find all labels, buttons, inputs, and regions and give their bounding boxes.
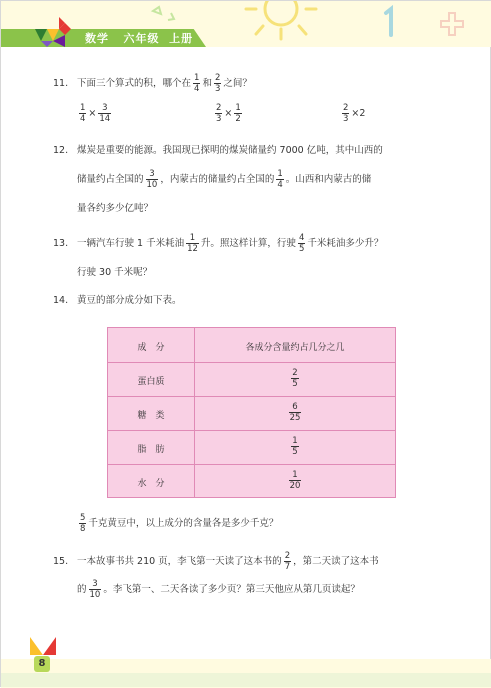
denominator: 5 xyxy=(292,447,298,457)
fraction xyxy=(193,73,200,94)
question-15 xyxy=(53,551,379,572)
question-text: 行驶 30 千米呢？ xyxy=(77,267,153,278)
header-grade: 六年级 xyxy=(123,32,160,45)
times-sign: × xyxy=(88,108,97,119)
question-number: 15. xyxy=(53,556,69,567)
denominator: 8 xyxy=(80,524,86,534)
q14-followup xyxy=(77,513,278,534)
fraction xyxy=(79,513,86,534)
question-text: ，第二天读了这本书 xyxy=(293,556,379,567)
question-text: 一辆汽车行驶 1 千米耗油 xyxy=(77,238,185,249)
fraction xyxy=(215,103,222,124)
fraction xyxy=(342,103,349,124)
denominator: 5 xyxy=(298,244,305,254)
fraction xyxy=(291,368,298,389)
question-13 xyxy=(53,233,383,254)
q11-option-3 xyxy=(340,103,365,124)
header-volume: 上册 xyxy=(169,32,194,45)
numerator: 2 xyxy=(292,368,298,378)
numerator: 3 xyxy=(92,579,98,589)
fraction xyxy=(79,103,86,124)
component-name: 糖 类 xyxy=(137,411,165,421)
numerator: 6 xyxy=(292,402,298,412)
denominator: 5 xyxy=(292,379,298,389)
question-text: 的 xyxy=(77,584,87,595)
q11-option-2 xyxy=(213,103,244,124)
numerator: 1 xyxy=(277,169,283,179)
numerator: 2 xyxy=(214,73,221,83)
composition-table xyxy=(107,327,396,498)
component-name: 水 分 xyxy=(137,479,165,489)
fraction xyxy=(98,103,111,124)
denominator: 12 xyxy=(187,244,198,254)
question-number: 13. xyxy=(53,238,69,249)
tangram-logo xyxy=(35,17,75,47)
numerator: 1 xyxy=(292,470,298,480)
fraction xyxy=(298,233,305,254)
q12-line-2 xyxy=(77,169,371,190)
question-number: 12. xyxy=(53,145,69,156)
numerator: 1 xyxy=(189,233,196,243)
table-header-fraction: 各成分含量约占几分之几 xyxy=(245,343,345,353)
denominator: 2 xyxy=(235,114,241,124)
numerator: 2 xyxy=(343,103,349,113)
numerator: 1 xyxy=(235,103,241,113)
q13-line-2 xyxy=(77,264,152,278)
question-text: 下面三个算式的积，哪个在 xyxy=(77,78,192,89)
numerator: 4 xyxy=(298,233,305,243)
question-text: 。李飞第一、二天各读了多少页？第三天他应从第几页读起？ xyxy=(103,584,360,595)
denominator: 3 xyxy=(214,84,221,94)
question-text: ，内蒙古的储量约占全国的 xyxy=(160,174,275,185)
component-name: 脂 肪 xyxy=(137,445,165,455)
question-number: 14. xyxy=(53,295,69,306)
table-row xyxy=(108,464,395,498)
fraction xyxy=(291,436,298,457)
denominator: 4 xyxy=(194,84,200,94)
component-fraction xyxy=(195,402,395,423)
question-text: 升。照这样计算，行驶 xyxy=(200,238,296,249)
fraction xyxy=(289,402,302,423)
numerator: 1 xyxy=(80,103,86,113)
denominator: 3 xyxy=(343,114,349,124)
numerator: 1 xyxy=(292,436,298,446)
fraction xyxy=(214,73,221,94)
component-name: 蛋白质 xyxy=(137,377,165,387)
q15-line-2 xyxy=(77,579,360,600)
integer-factor: 2 xyxy=(359,108,366,119)
numerator: 1 xyxy=(194,73,200,83)
table-header-component: 成 分 xyxy=(137,343,165,353)
header-subject: 数学 xyxy=(85,32,109,45)
question-text: 。山西和内蒙古的储 xyxy=(285,174,372,185)
fraction xyxy=(276,169,283,190)
table-row xyxy=(108,430,395,465)
denominator: 10 xyxy=(89,590,101,600)
question-11 xyxy=(53,73,252,94)
question-text: 一本故事书共 210 页，李飞第一天读了这本书的 xyxy=(77,556,282,567)
numerator: 3 xyxy=(102,103,108,113)
denominator: 3 xyxy=(216,114,222,124)
times-sign: × xyxy=(224,108,233,119)
page-number: 8 xyxy=(34,656,50,672)
question-text: 煤炭是重要的能源。我国现已探明的煤炭储量约 7000 亿吨，其中山西的 xyxy=(77,145,383,156)
component-fraction xyxy=(195,368,395,389)
q12-line-3 xyxy=(77,200,153,214)
question-14 xyxy=(53,294,182,308)
numerator: 2 xyxy=(284,551,291,561)
component-fraction xyxy=(195,470,395,491)
question-text: 之间？ xyxy=(223,78,252,89)
fraction xyxy=(186,233,199,254)
question-text: 千米耗油多少升？ xyxy=(307,238,384,249)
q11-option-1 xyxy=(77,103,113,124)
component-fraction xyxy=(195,436,395,457)
denominator: 10 xyxy=(146,180,158,190)
question-text: 千克黄豆中，以上成分的含量各是多少千克？ xyxy=(88,518,279,529)
footer-green-strip xyxy=(1,673,491,687)
fraction xyxy=(289,470,302,491)
denominator: 14 xyxy=(99,114,111,124)
times-sign: × xyxy=(351,108,360,119)
denominator: 20 xyxy=(289,481,301,491)
numerator: 3 xyxy=(149,169,155,179)
header-title xyxy=(85,30,193,46)
question-text: 黄豆的部分成分如下表。 xyxy=(77,295,182,306)
denominator: 4 xyxy=(277,180,283,190)
fraction xyxy=(89,579,102,600)
fraction xyxy=(146,169,159,190)
denominator: 7 xyxy=(284,562,291,572)
denominator: 4 xyxy=(80,114,86,124)
numerator: 5 xyxy=(80,513,86,523)
numerator: 2 xyxy=(216,103,222,113)
table-row xyxy=(108,362,395,397)
fraction xyxy=(234,103,241,124)
question-text: 量各约多少亿吨？ xyxy=(77,203,154,214)
fraction xyxy=(284,551,291,572)
question-12 xyxy=(53,144,383,158)
question-text: 储量约占全国的 xyxy=(77,174,144,185)
question-number: 11. xyxy=(53,78,69,89)
table-row xyxy=(108,396,395,431)
header-band xyxy=(1,1,491,47)
question-text: 和 xyxy=(202,78,212,89)
denominator: 25 xyxy=(289,413,301,423)
